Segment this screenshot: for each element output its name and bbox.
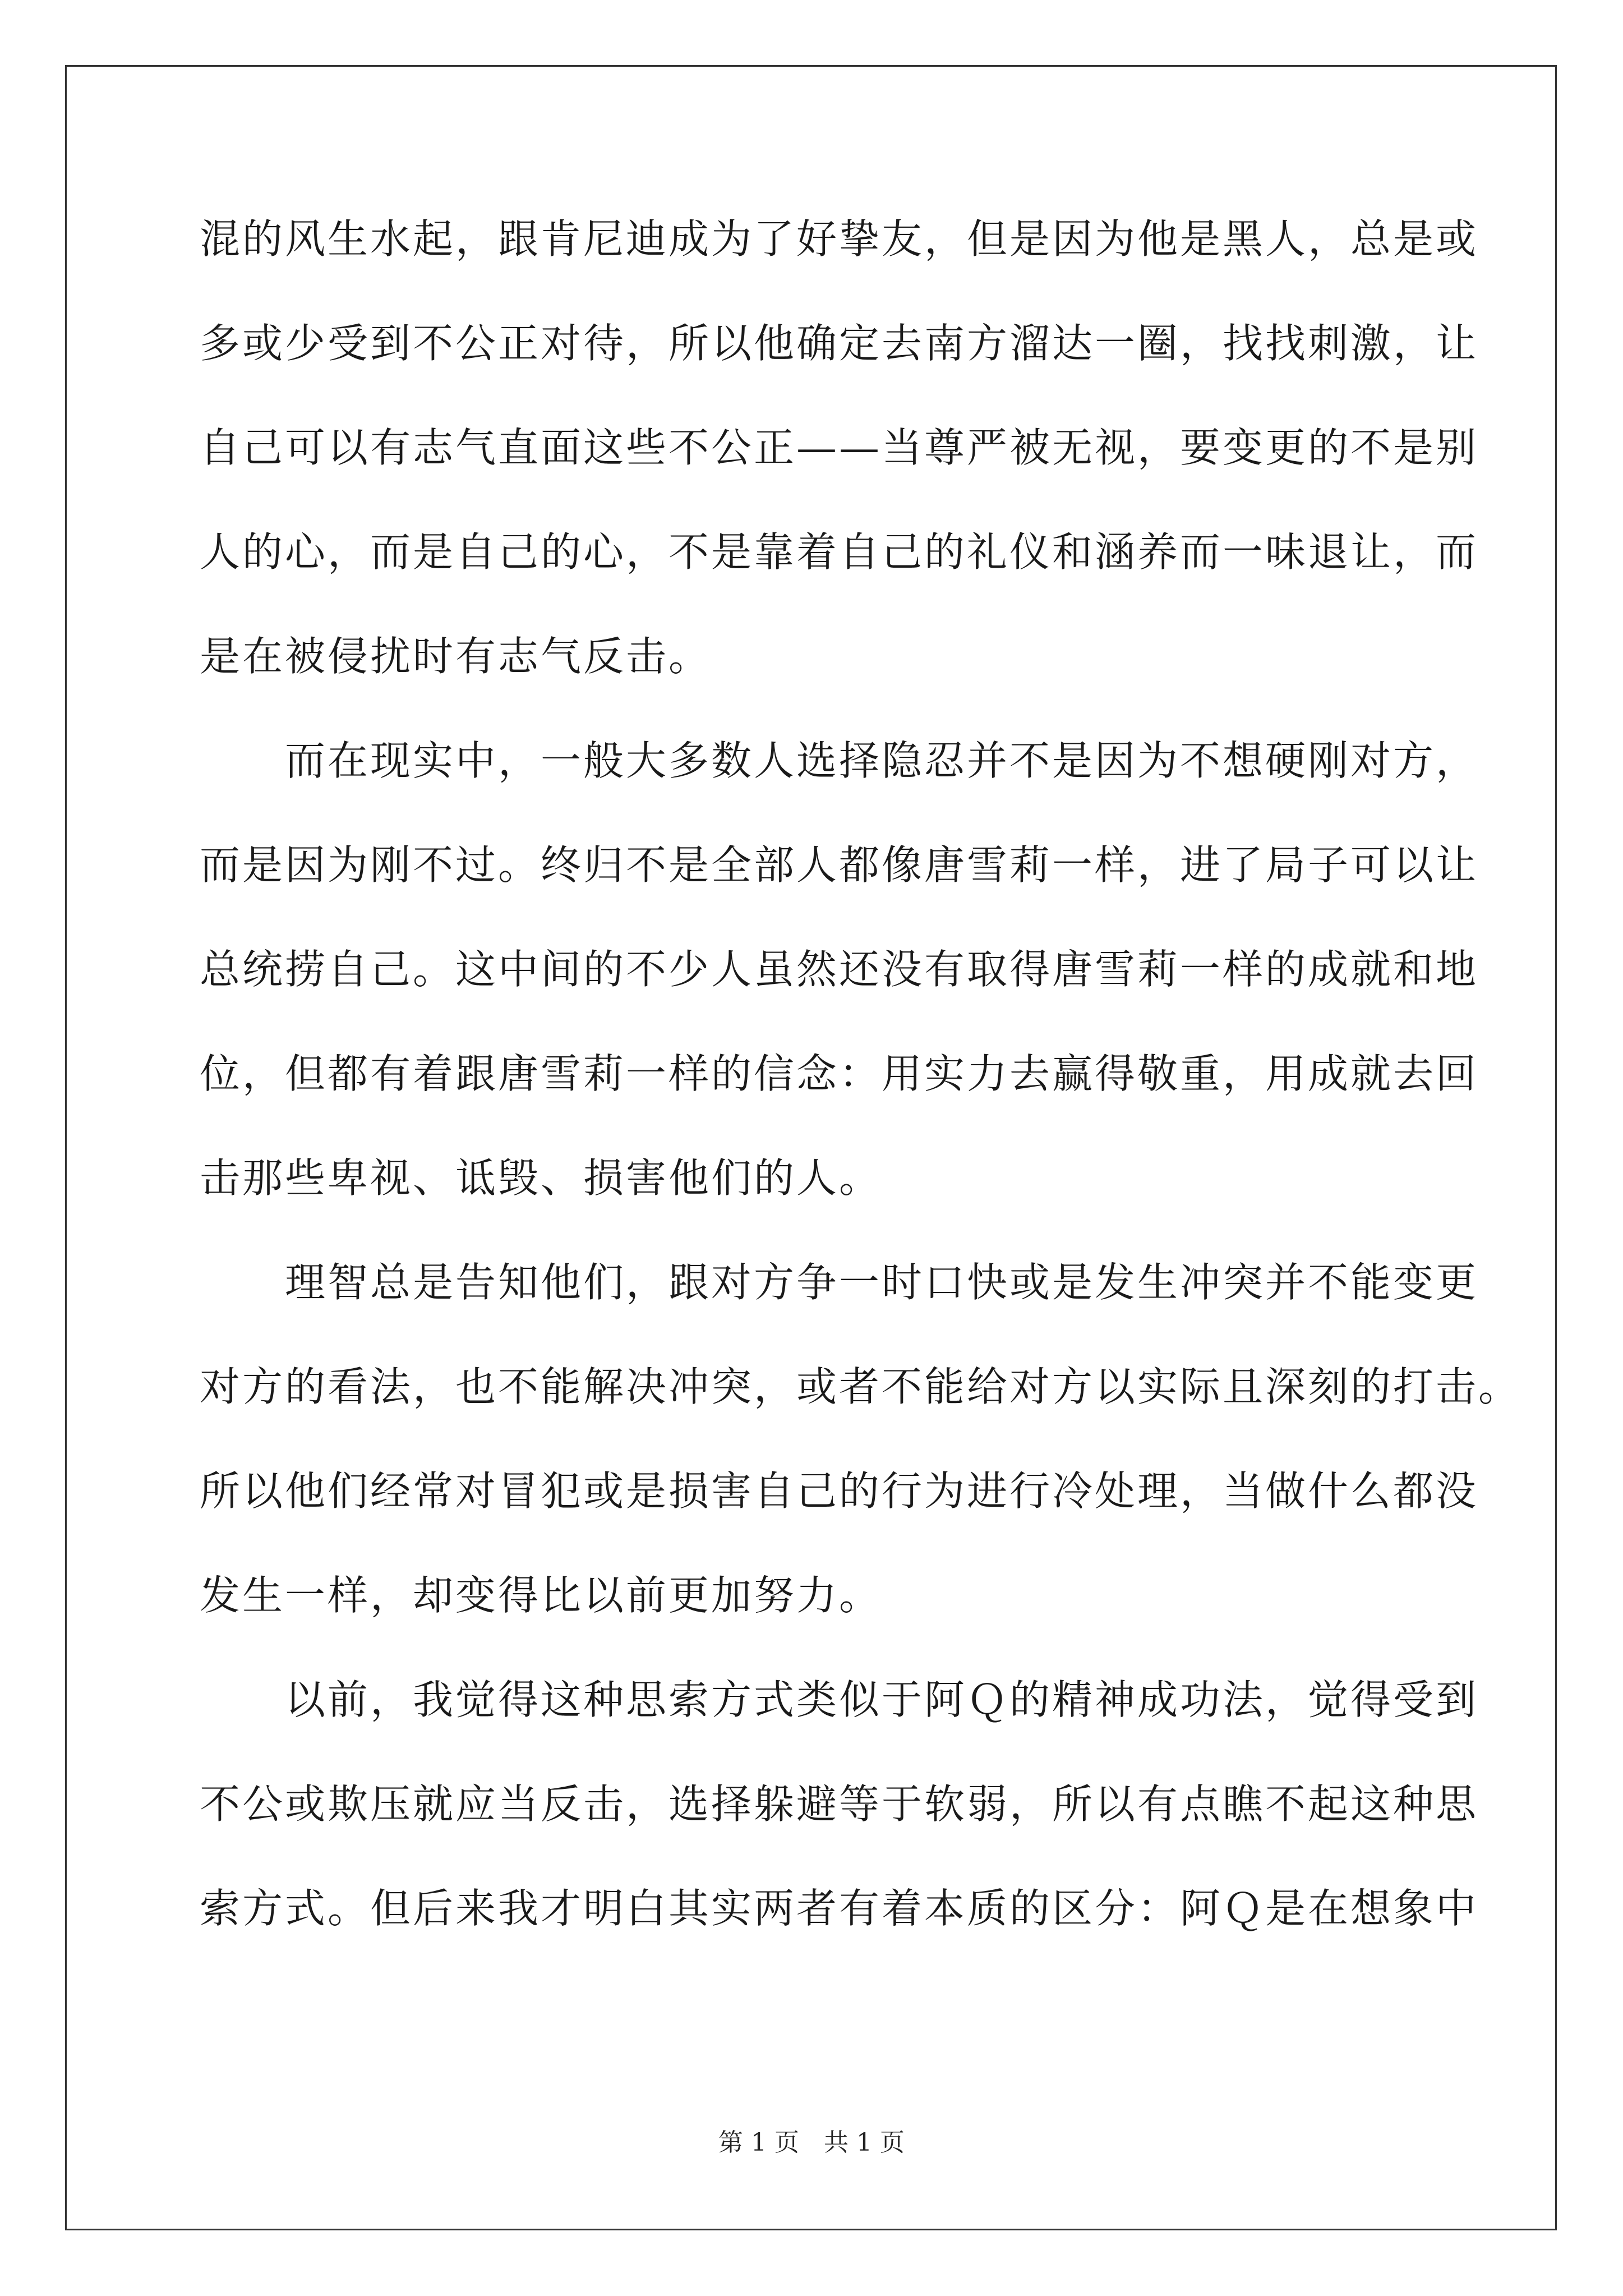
text-line: 索方式。但后来我才明白其实两者有着本质的区分：阿Ｑ是在想象中 — [200, 1885, 1479, 1932]
text-line: 是在被侵扰时有志气反击。 — [200, 633, 712, 680]
text-line: 击那些卑视、诋毁、损害他们的人。 — [200, 1154, 882, 1202]
text-line: 以前，我觉得这种思索方式类似于阿Ｑ的精神成功法，觉得受到 — [200, 1676, 1479, 1723]
text-line: 发生一样，却变得比以前更加努力。 — [200, 1572, 882, 1619]
text-line: 对方的看法，也不能解决冲突，或者不能给对方以实际且深刻的打击。 — [200, 1363, 1521, 1410]
text-line: 总统捞自己。这中间的不少人虽然还没有取得唐雪莉一样的成就和地 — [200, 946, 1479, 993]
text-line: 自己可以有志气直面这些不公正——当尊严被无视，要变更的不是别 — [200, 424, 1479, 471]
text-line: 人的心，而是自己的心，不是靠着自己的礼仪和涵养而一味退让，而 — [200, 528, 1479, 576]
page-footer: 第 1 页 共 1 页 — [718, 2128, 905, 2157]
text-line: 而是因为刚不过。终归不是全部人都像唐雪莉一样，进了局子可以让 — [200, 841, 1479, 889]
text-line: 而在现实中，一般大多数人选择隐忍并不是因为不想硬刚对方， — [200, 737, 1479, 784]
text-line: 所以他们经常对冒犯或是损害自己的行为进行冷处理，当做什么都没 — [200, 1467, 1479, 1515]
text-line: 理智总是告知他们，跟对方争一时口快或是发生冲突并不能变更 — [200, 1259, 1479, 1306]
text-line: 位，但都有着跟唐雪莉一样的信念：用实力去赢得敬重，用成就去回 — [200, 1050, 1479, 1097]
text-line: 多或少受到不公正对待，所以他确定去南方溜达一圈，找找刺激，让 — [200, 320, 1479, 367]
text-line: 混的风生水起，跟肯尼迪成为了好挚友，但是因为他是黑人，总是或 — [200, 215, 1479, 263]
text-line: 不公或欺压就应当反击，选择躲避等于软弱，所以有点瞧不起这种思 — [200, 1780, 1479, 1828]
